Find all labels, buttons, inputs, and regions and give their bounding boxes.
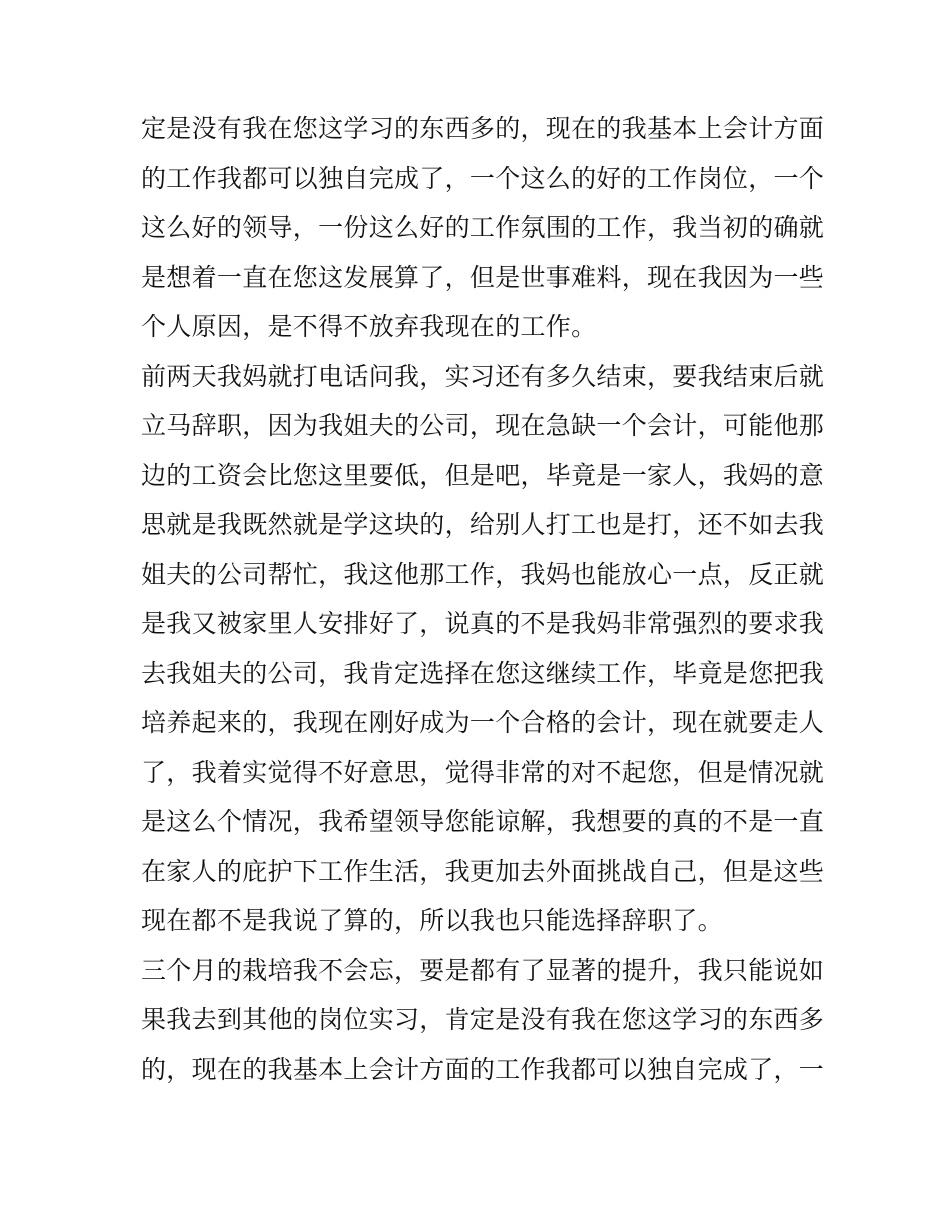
- text-line: 在家人的庇护下工作生活，我更加去外面挑战自己，但是这些: [141, 856, 825, 886]
- text-line: 定是没有我在您这学习的东西多的，现在的我基本上会计方面: [141, 114, 825, 143]
- text-line: 姐夫的公司帮忙，我这他那工作，我妈也能放心一点，反正就: [141, 559, 825, 589]
- text-line: 是这么个情况，我希望领导您能谅解，我想要的真的不是一直: [141, 807, 825, 836]
- text-line: 去我姐夫的公司，我肯定选择在您这继续工作，毕竟是您把我: [141, 658, 825, 688]
- text-line: 了，我着实觉得不好意思，觉得非常的对不起您，但是情况就: [141, 757, 825, 787]
- text-line: 三个月的栽培我不会忘，要是都有了显著的提升，我只能说如: [141, 955, 825, 985]
- text-line: 这么好的领导，一份这么好的工作氛围的工作，我当初的确就: [141, 213, 825, 242]
- text-line: 边的工资会比您这里要低，但是吧，毕竟是一家人，我妈的意: [141, 460, 825, 490]
- text-line: 现在都不是我说了算的，所以我也只能选择辞职了。: [141, 906, 723, 935]
- text-line: 培养起来的，我现在刚好成为一个合格的会计，现在就要走人: [141, 708, 825, 737]
- text-line: 前两天我妈就打电话问我，实习还有多久结束，要我结束后就: [141, 361, 825, 391]
- text-line: 果我去到其他的岗位实习，肯定是没有我在您这学习的东西多: [141, 1005, 825, 1034]
- text-line: 是想着一直在您这发展算了，但是世事难料，现在我因为一些: [141, 262, 825, 292]
- text-line: 的工作我都可以独自完成了，一个这么的好的工作岗位，一个: [141, 163, 825, 193]
- text-line: 是我又被家里人安排好了，说真的不是我妈非常强烈的要求我: [141, 609, 825, 638]
- document-body-text: [141, 104, 825, 1094]
- text-line: 的，现在的我基本上会计方面的工作我都可以独自完成了，一: [141, 1054, 825, 1084]
- text-line: 思就是我既然就是学这块的，给别人打工也是打，还不如去我: [141, 510, 825, 539]
- text-line: 立马辞职，因为我姐夫的公司，现在急缺一个会计，可能他那: [141, 411, 825, 440]
- text-line: 个人原因，是不得不放弃我现在的工作。: [141, 312, 597, 341]
